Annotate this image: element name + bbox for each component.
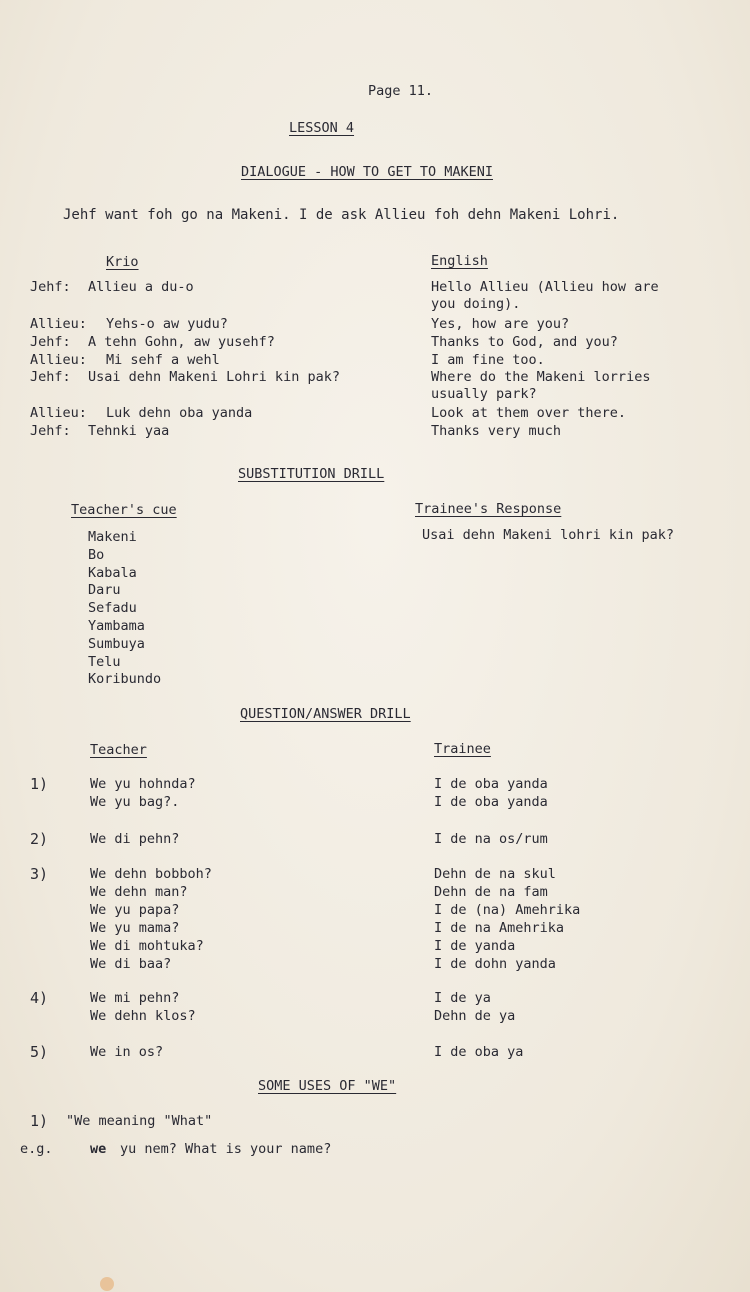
- teacher-cue: Yambama: [88, 618, 145, 634]
- teacher-cue: Sefadu: [88, 600, 137, 617]
- qa-number: 4): [30, 989, 49, 1007]
- dialogue-krio: Tehnki yaa: [88, 423, 170, 439]
- dialogue-speaker: Jehf:: [30, 423, 71, 439]
- dialogue-krio: Allieu a du-o: [88, 279, 194, 295]
- qa-answer: I de oba yanda: [434, 794, 548, 810]
- qa-number: 3): [30, 865, 49, 883]
- teacher-cue: Bo: [88, 546, 105, 563]
- teacher-cue: Daru: [88, 582, 121, 599]
- dialogue-english: usually park?: [431, 386, 537, 402]
- dialogue-english: Where do the Makeni lorries: [431, 369, 651, 385]
- teacher-cue: Kabala: [88, 564, 137, 581]
- qa-answer: I de ya: [434, 990, 491, 1006]
- dialogue-speaker: Jehf:: [30, 279, 71, 295]
- page-number: Page 11.: [368, 83, 434, 99]
- qa-heading: QUESTION/ANSWER DRILL: [240, 706, 411, 722]
- qa-number: 5): [30, 1043, 49, 1061]
- substitution-heading: SUBSTITUTION DRILL: [238, 466, 385, 482]
- teacher-cue-heading: Teacher's cue: [71, 502, 177, 518]
- uses-heading: SOME USES OF "WE": [258, 1078, 397, 1094]
- qa-answer: I de na os/rum: [434, 831, 548, 847]
- uses-item-text: "We meaning "What": [66, 1113, 213, 1129]
- example-label: e.g.: [20, 1141, 53, 1157]
- dialogue-english: Thanks very much: [431, 423, 562, 439]
- dialogue-english: you doing).: [431, 296, 521, 312]
- trainee-response: Usai dehn Makeni lohri kin pak?: [422, 527, 674, 543]
- qa-number: 2): [30, 830, 49, 848]
- qa-answer: I de oba ya: [434, 1044, 524, 1060]
- qa-answer: I de dohn yanda: [434, 956, 556, 972]
- dialogue-english: Yes, how are you?: [431, 316, 570, 332]
- qa-teacher-heading: Teacher: [90, 742, 147, 758]
- qa-answer: I de yanda: [434, 938, 516, 954]
- qa-question: We dehn bobboh?: [90, 866, 212, 882]
- trainee-response-heading: Trainee's Response: [415, 501, 562, 517]
- qa-answer: Dehn de na skul: [434, 866, 556, 882]
- dialogue-english: Thanks to God, and you?: [431, 334, 618, 350]
- qa-answer: I de (na) Amehrika: [434, 902, 581, 918]
- qa-answer: Dehn de na fam: [434, 884, 548, 900]
- qa-question: We dehn man?: [90, 884, 188, 900]
- qa-trainee-heading: Trainee: [434, 741, 491, 757]
- qa-question: We yu papa?: [90, 902, 180, 918]
- example-text: yu nem? What is your name?: [120, 1141, 332, 1157]
- dialogue-english: Hello Allieu (Allieu how are: [431, 279, 659, 295]
- dialogue-speaker: Allieu:: [30, 405, 87, 421]
- qa-number: 1): [30, 775, 49, 793]
- dialogue-english: I am fine too.: [431, 352, 545, 368]
- dialogue-english: Look at them over there.: [431, 405, 627, 421]
- dialogue-krio: Usai dehn Makeni Lohri kin pak?: [88, 369, 340, 385]
- dialogue-intro: Jehf want foh go na Makeni. I de ask Allieu foh dehn Makeni Lohri.: [63, 207, 620, 223]
- qa-question: We di baa?: [90, 956, 172, 972]
- teacher-cue: Sumbuya: [88, 635, 145, 652]
- teacher-cue: Makeni: [88, 529, 137, 545]
- dialogue-heading: DIALOGUE - HOW TO GET TO MAKENI: [241, 164, 493, 180]
- dialogue-krio: Yehs-o aw yudu?: [106, 316, 228, 332]
- english-column-heading: English: [431, 253, 488, 269]
- qa-answer: I de na Amehrika: [434, 920, 565, 936]
- dialogue-krio: Mi sehf a wehl: [106, 352, 220, 368]
- teacher-cue: Telu: [88, 653, 121, 670]
- qa-question: We di mohtuka?: [90, 938, 204, 954]
- dialogue-speaker: Allieu:: [30, 316, 87, 332]
- dialogue-krio: A tehn Gohn, aw yusehf?: [88, 334, 275, 350]
- qa-question: We dehn klos?: [90, 1008, 196, 1024]
- qa-question: We mi pehn?: [90, 990, 180, 1006]
- qa-question: We yu hohnda?: [90, 776, 196, 792]
- qa-answer: Dehn de ya: [434, 1008, 516, 1024]
- dialogue-speaker: Allieu:: [30, 352, 87, 368]
- example-word: we: [90, 1141, 107, 1157]
- krio-column-heading: Krio: [106, 254, 139, 270]
- dialogue-krio: Luk dehn oba yanda: [106, 405, 253, 421]
- teacher-cue: Koribundo: [88, 671, 162, 688]
- qa-question: We di pehn?: [90, 831, 180, 847]
- qa-question: We yu mama?: [90, 920, 180, 936]
- dialogue-speaker: Jehf:: [30, 334, 71, 350]
- dialogue-speaker: Jehf:: [30, 369, 71, 385]
- qa-question: We yu bag?.: [90, 794, 180, 810]
- uses-item-number: 1): [30, 1112, 49, 1130]
- qa-question: We in os?: [90, 1044, 164, 1060]
- lesson-title: LESSON 4: [289, 120, 355, 136]
- paper-stain: [100, 1277, 114, 1291]
- qa-answer: I de oba yanda: [434, 776, 548, 792]
